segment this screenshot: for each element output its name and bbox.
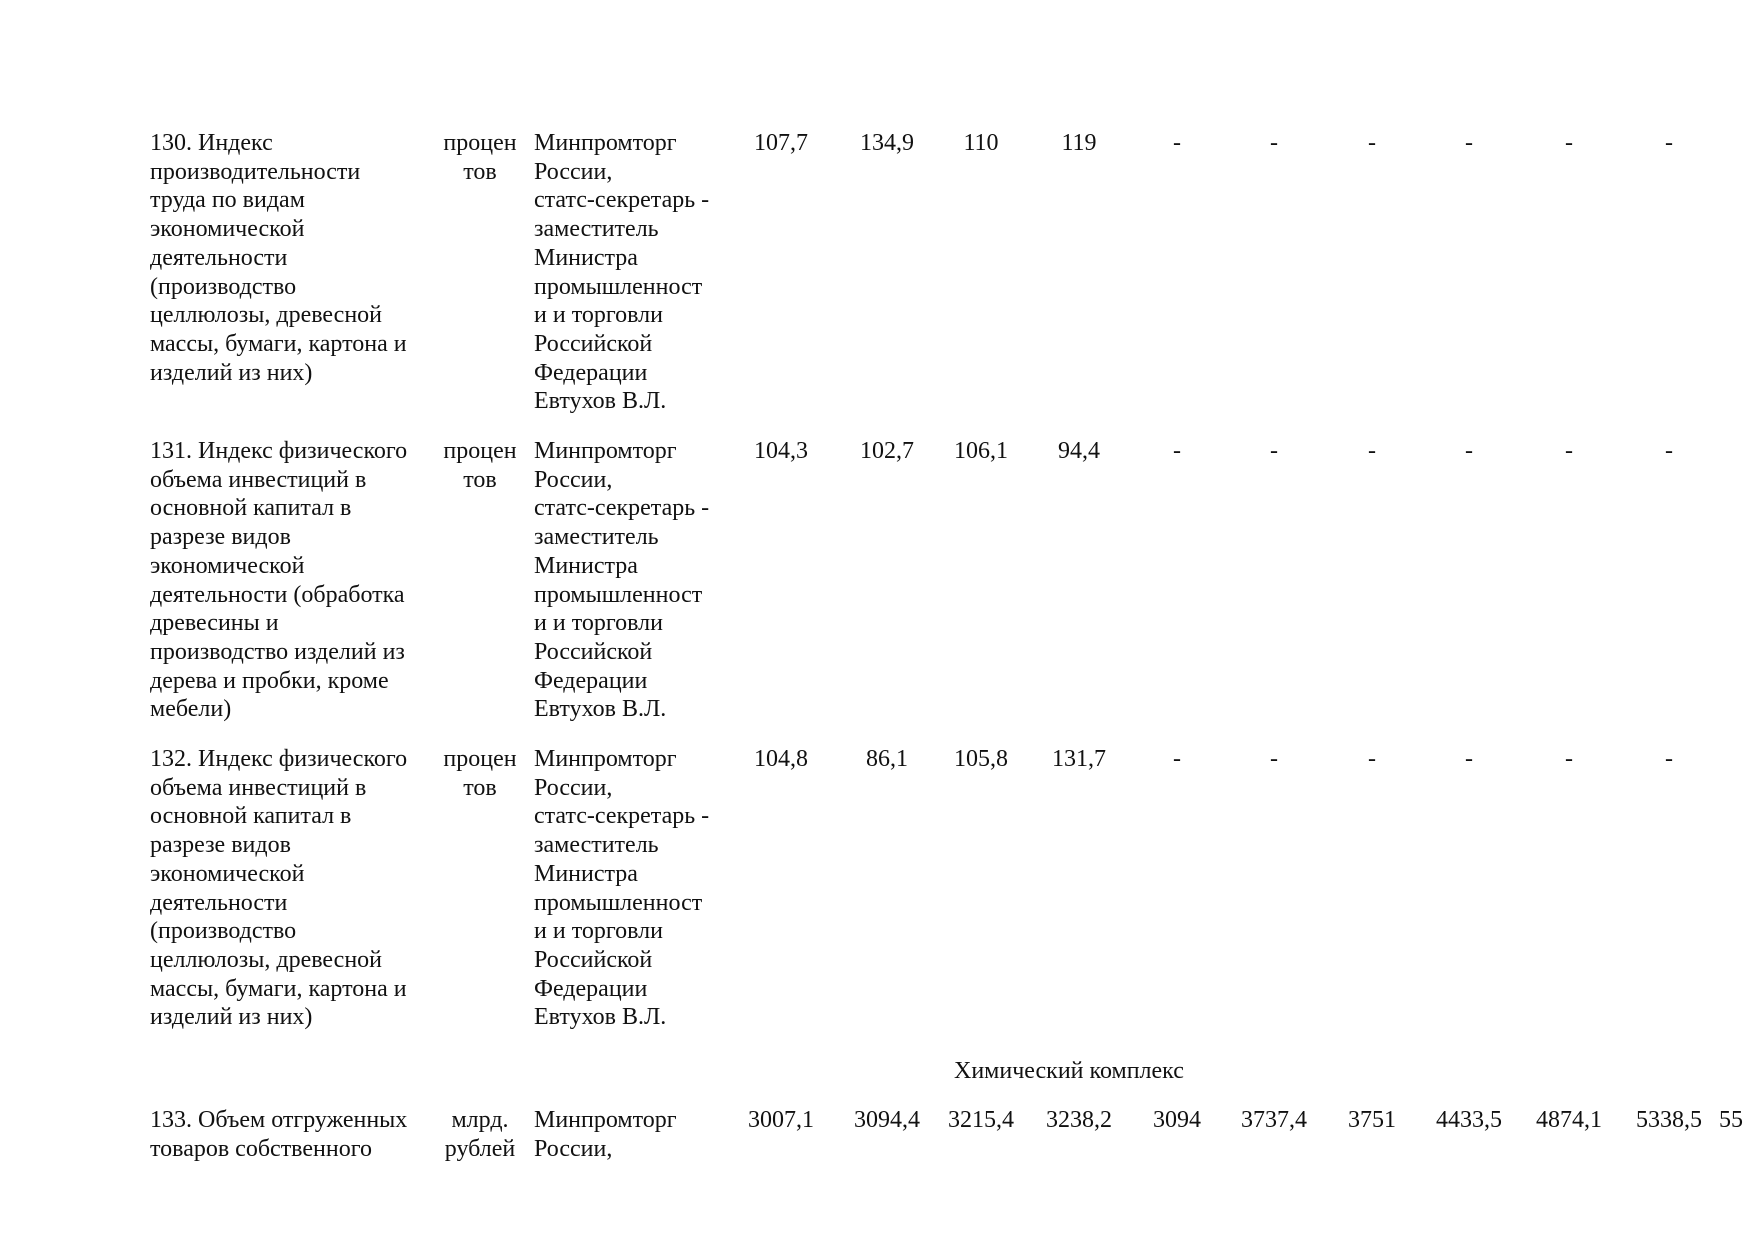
value-cell: - (1368, 130, 1376, 156)
unit-cell: млрд. рублей (444, 1107, 516, 1162)
value-cell: - (1270, 746, 1278, 772)
value-cell: 4433,5 (1436, 1107, 1502, 1133)
value-cell: 134,9 (860, 130, 914, 156)
value-cell: - (1465, 438, 1473, 464)
value-cell: 86,1 (866, 746, 908, 772)
indicator-name: 130. Индекс производительности труда по видам экономической деятельности (производство целлюлозы, древесной массы, бумаги, картона и изделий из них) (150, 130, 407, 386)
value-cell: - (1368, 438, 1376, 464)
value-cell: - (1465, 130, 1473, 156)
value-cell: 5338,5 (1636, 1107, 1702, 1133)
unit-cell: процен тов (443, 746, 517, 801)
value-cell: - (1565, 130, 1573, 156)
value-cell: - (1665, 438, 1673, 464)
value-cell: 106,1 (954, 438, 1008, 464)
unit-cell: процен тов (443, 438, 517, 493)
value-cell: - (1173, 438, 1181, 464)
value-cell: - (1565, 746, 1573, 772)
responsible-cell: Минпромторг России, (534, 1107, 677, 1162)
value-cell: 3094,4 (854, 1107, 920, 1133)
indicator-name: 131. Индекс физического объема инвестиций в основной капитал в разрезе видов экономической деятельности (обработка древесины и производство изделий из дерева и пробки, кроме мебели) (150, 438, 408, 723)
value-cell: 119 (1061, 130, 1097, 156)
value-cell: - (1465, 746, 1473, 772)
value-cell: - (1270, 130, 1278, 156)
value-cell: 104,3 (754, 438, 808, 464)
value-cell: 3737,4 (1241, 1107, 1307, 1133)
value-cell: 104,8 (754, 746, 808, 772)
value-cell: - (1270, 438, 1278, 464)
value-cell: 4874,1 (1536, 1107, 1602, 1133)
value-cell: 110 (963, 130, 999, 156)
value-cell: - (1368, 746, 1376, 772)
value-cell: - (1665, 746, 1673, 772)
responsible-cell: Минпромторг России, статс-секретарь - заместитель Министра промышленност и и торговли Российской Федерации Евтухов В.Л. (534, 438, 710, 723)
value-cell: 3094 (1153, 1107, 1201, 1133)
value-cell: 105,8 (954, 746, 1008, 772)
responsible-cell: Минпромторг России, статс-секретарь - заместитель Министра промышленност и и торговли Российской Федерации Евтухов В.Л. (534, 746, 710, 1031)
value-cell: 3238,2 (1046, 1107, 1112, 1133)
value-cell: - (1173, 746, 1181, 772)
value-cell: 107,7 (754, 130, 808, 156)
section-heading: Химический комплекс (954, 1058, 1184, 1084)
value-cell: 3007,1 (748, 1107, 814, 1133)
value-cell: 131,7 (1052, 746, 1106, 772)
value-cell: - (1565, 438, 1573, 464)
unit-cell: процен тов (443, 130, 517, 185)
value-cell: - (1665, 130, 1673, 156)
indicator-name: 132. Индекс физического объема инвестиций в основной капитал в разрезе видов экономической деятельности (производство целлюлозы, древесной массы, бумаги, картона и изделий из них) (150, 746, 408, 1031)
value-cell-truncated: 55 (1719, 1107, 1743, 1133)
responsible-cell: Минпромторг России, статс-секретарь - заместитель Министра промышленност и и торговли Российской Федерации Евтухов В.Л. (534, 130, 710, 415)
value-cell: 3215,4 (948, 1107, 1014, 1133)
value-cell: - (1173, 130, 1181, 156)
indicator-name: 133. Объем отгруженных товаров собственного (150, 1107, 408, 1162)
value-cell: 3751 (1348, 1107, 1396, 1133)
value-cell: 94,4 (1058, 438, 1100, 464)
value-cell: 102,7 (860, 438, 914, 464)
